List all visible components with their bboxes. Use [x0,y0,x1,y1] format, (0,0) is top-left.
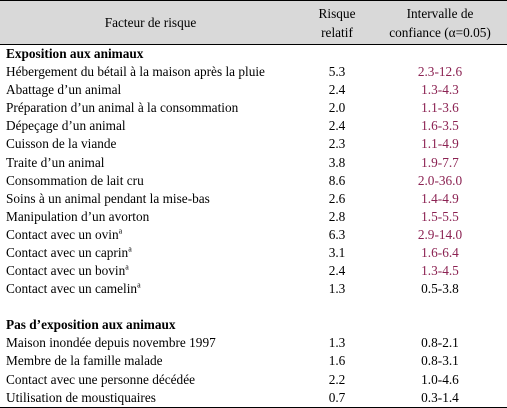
footnote-marker: a [118,226,123,236]
confidence-interval-cell: 1.1-3.6 [421,100,459,116]
table-row [0,244,507,262]
risk-factor-cell [0,208,301,226]
footnote-marker: a [125,262,129,272]
relative-risk-cell: 2.8 [328,208,346,224]
risk-factor-cell [0,153,301,171]
risk-factor-label: Contact avec une personne décédée [6,371,196,387]
relative-risk-cell: 3.8 [328,154,346,170]
relative-risk-cell: 2.0 [328,100,346,116]
table-row [0,280,507,298]
footnote-marker: a [128,244,132,254]
header-factor [0,1,301,45]
risk-factor-cell [0,280,301,298]
relative-risk-cell: 1.3 [328,335,346,351]
table-row [0,371,507,389]
risk-factor-cell [0,81,301,99]
confidence-interval-cell: 1.6-3.5 [421,118,459,134]
header-row [0,1,507,45]
confidence-interval-cell: 1.1-4.9 [421,136,459,152]
table-row [0,334,507,352]
risk-factor-cell [0,244,301,262]
confidence-interval-cell: 2.9-14.0 [417,226,463,242]
confidence-interval-cell: 1.6-6.4 [421,244,459,260]
risk-factor-label: Préparation d’un animal à la consommation [6,100,239,116]
risk-factor-label: Dépeçage d’un animal [6,118,126,134]
relative-risk-cell: 2.4 [328,118,346,134]
risk-factor-label: Consommation de lait cru [6,172,144,188]
table-row [0,99,507,117]
header-rr-line1: Risque [318,5,356,21]
confidence-interval-cell: 2.3-12.6 [417,64,463,80]
relative-risk-cell: 2.2 [328,371,346,387]
relative-risk-cell: 2.4 [328,263,346,279]
section-heading-row [0,316,507,334]
confidence-interval-cell: 0.5-3.8 [421,281,459,297]
table-row [0,262,507,280]
risk-factor-cell [0,371,301,389]
risk-factor-label: Contact avec un camelin [6,281,138,297]
table-row [0,190,507,208]
risk-factor-cell [0,99,301,117]
confidence-interval-cell: 2.0-36.0 [417,172,463,188]
relative-risk-cell: 1.3 [328,281,346,297]
table-row [0,63,507,81]
risk-factor-cell [0,226,301,244]
risk-factor-label: Soins à un animal pendant la mise-bas [6,190,210,206]
relative-risk-cell: 2.6 [328,190,346,206]
section-spacer [0,298,507,316]
risk-factor-cell [0,135,301,153]
risk-factor-label: Manipulation d’un avorton [6,208,150,224]
relative-risk-cell: 8.6 [328,172,346,188]
risk-factor-label: Contact avec un caprin [6,244,129,260]
confidence-interval-cell: 1.5-5.5 [421,208,459,224]
table-row [0,389,507,408]
risk-factor-label: Membre de la famille malade [6,353,163,369]
spacer-cell [0,298,507,316]
risk-factor-cell [0,190,301,208]
header-relative-risk [301,1,373,45]
confidence-interval-cell: 0.8-3.1 [421,353,459,369]
header-rr-line2: relatif [321,24,353,40]
table-row [0,172,507,190]
risk-factor-label: Contact avec un bovin [6,263,126,279]
risk-factor-label: Contact avec un ovin [6,226,119,242]
table-row [0,153,507,171]
risk-factor-label: Traite d’un animal [6,154,105,170]
relative-risk-cell: 2.4 [328,82,346,98]
confidence-interval-cell: 0.3-1.4 [373,389,507,408]
confidence-interval-cell: 1.9-7.7 [421,154,459,170]
risk-factor-cell [0,172,301,190]
risk-factor-cell [0,117,301,135]
confidence-interval-cell: 1.3-4.3 [421,82,459,98]
section-title: Exposition aux animaux [6,46,144,61]
confidence-interval-cell: 1.0-4.6 [421,371,459,387]
relative-risk-cell: 6.3 [328,226,346,242]
table-row [0,208,507,226]
risk-factor-cell [0,334,301,352]
section-title: Pas d’exposition aux animaux [6,317,176,333]
header-ci-line2: confiance (α=0.05) [389,24,491,40]
confidence-interval-cell: 1.4-4.9 [421,190,459,206]
confidence-interval-cell: 1.3-4.5 [421,263,459,279]
risk-factor-label: Cuisson de la viande [6,136,117,152]
risk-factor-cell [0,63,301,81]
footnote-marker: a [137,280,141,290]
relative-risk-cell: 3.1 [328,244,346,260]
header-ci-line1: Intervalle de [406,5,474,21]
confidence-interval-cell: 0.8-2.1 [421,335,459,351]
table-body [0,45,507,408]
risk-factor-label: Maison inondée depuis novembre 1997 [6,335,216,351]
risk-factor-label: Abattage d’un animal [6,82,122,98]
relative-risk-cell: 0.7 [301,389,373,408]
risk-factor-label: Hébergement du bétail à la maison après la pluie [6,64,265,80]
section-heading-row [0,45,507,64]
table-row [0,135,507,153]
table-row [0,117,507,135]
table-row [0,352,507,370]
relative-risk-cell: 1.6 [328,353,346,369]
table-row [0,226,507,244]
risk-factor-cell [0,389,301,408]
risk-factor-cell [0,352,301,370]
header-factor-label: Facteur de risque [104,15,197,30]
table-row [0,81,507,99]
relative-risk-cell: 5.3 [328,64,346,80]
table-header [0,1,507,45]
relative-risk-cell: 2.3 [328,136,346,152]
header-confidence-interval [373,1,507,45]
risk-factor-label: Utilisation de moustiquaires [6,389,156,405]
risk-factor-cell [0,262,301,280]
